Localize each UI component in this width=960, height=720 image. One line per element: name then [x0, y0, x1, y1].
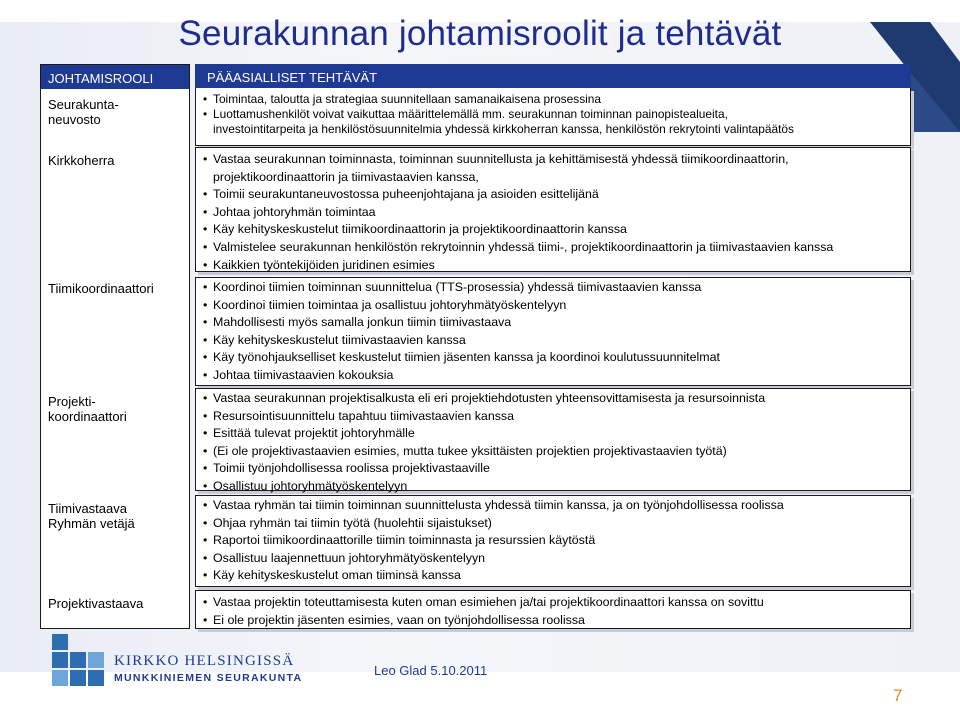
role-seurakuntaneuvosto: Seurakunta- neuvosto: [48, 97, 119, 127]
task-item: • Vastaa projektin toteuttamisesta kuten oman esimiehen ja/tai projektikoordinaattori kanssa on sovittu: [201, 594, 910, 612]
task-item: • (Ei ole projektivastaavien esimies, mutta tukee yksittäisten projektien projektivastaavien työtä): [201, 443, 910, 461]
task-item-continuation: investointitarpeita ja henkilöstösuunnitelmia yhdessä kirkkoherran kanssa, henkilöstön rekrytointi valintapäätös: [213, 121, 794, 136]
task-item: • Osallistuu laajennettuun johtoryhmätyöskentelyyn: [201, 550, 910, 568]
task-item: • Vastaa ryhmän tai tiimin toiminnan suunnittelusta yhdessä tiimin kanssa, ja on työnjohdollisessa roolissa: [201, 497, 910, 515]
role-projektikoordinaattori: Projekti- koordinaattori: [48, 394, 127, 424]
task-item: • Ei ole projektin jäsenten esimies, vaan on työnjohdollisessa roolissa: [201, 612, 910, 630]
role-tiimivastaava: Tiimivastaava Ryhmän vetäjä: [48, 501, 135, 531]
task-item: • Mahdollisesti myös samalla jonkun tiimin tiimivastaava: [201, 314, 910, 332]
task-item: • Toimii työnjohdollisessa roolissa projektivastaaville: [201, 460, 910, 478]
task-item: • Käy kehityskeskustelut oman tiiminsä kanssa: [201, 567, 910, 585]
tasks-projektikoordinaattori: [195, 388, 911, 491]
task-item: • Käy työnohjaukselliset keskustelut tiimien jäsenten kanssa ja koordinoi koulutussuunnitelmat: [201, 349, 910, 367]
logo-line-1: KIRKKO HELSINGISSÄ: [114, 653, 295, 669]
task-item: • Resursointisuunnittelu tapahtuu tiimivastaavien kanssa: [201, 408, 910, 426]
task-item-continuation: projektikoordinaattorin ja tiimivastaavien kanssa,: [213, 169, 479, 184]
tasks-kirkkoherra: [195, 147, 911, 272]
task-item: • Johtaa johtoryhmän toimintaa: [201, 204, 910, 222]
tasks-tiimivastaava: [195, 495, 911, 587]
task-item: • Valmistelee seurakunnan henkilöstön rekrytoinnin yhdessä tiimi-, projektikoordinaattorin ja tiimivastaavien kanssa: [201, 239, 910, 257]
task-item: • Esittää tulevat projektit johtoryhmälle: [201, 425, 910, 443]
page-number: 7: [893, 686, 903, 705]
task-item: • Vastaa seurakunnan projektisalkusta eli eri projektiehdotusten yhteensovittamisesta ja resursoinnista: [201, 390, 910, 408]
role-column-header: JOHTAMISROOLI: [41, 65, 189, 89]
task-item: • Kaikkien työntekijöiden juridinen esimies: [201, 257, 910, 275]
role-column: [40, 64, 190, 629]
footer-author: Leo Glad 5.10.2011: [374, 663, 488, 678]
task-item: • Osallistuu johtoryhmätyöskentelyyn: [201, 478, 910, 496]
role-kirkkoherra: Kirkkoherra: [48, 153, 115, 168]
task-item: • Koordinoi tiimien toimintaa ja osallistuu johtoryhmätyöskentelyyn: [201, 297, 910, 315]
logo-line-2: MUNKKINIEMEN SEURAKUNTA: [114, 672, 303, 684]
page-title: Seurakunnan johtamisroolit ja tehtävät: [178, 14, 782, 53]
task-item: • Toimintaa, taloutta ja strategiaa suunnitellaan samanaikaisena prosessina: [201, 92, 910, 107]
tasks-projektivastaava: [195, 590, 911, 629]
task-item: • Käy kehityskeskustelut tiimivastaavien kanssa: [201, 332, 910, 350]
task-item: • Toimii seurakuntaneuvostossa puheenjohtajana ja asioiden esittelijänä: [201, 186, 910, 204]
task-item: • Luottamushenkilöt voivat vaikuttaa määrittelemällä mm. seurakunnan toiminnan painopistealueita,: [201, 107, 910, 122]
task-item: • Käy kehityskeskustelut tiimikoordinaattorin ja projektikoordinaattorin kanssa: [201, 221, 910, 239]
task-item: • Koordinoi tiimien toiminnan suunnittelua (TTS-prosessia) yhdessä tiimivastaavien kanssa: [201, 279, 910, 297]
role-projektivastaava: Projektivastaava: [48, 596, 144, 611]
tasks-column-header: PÄÄASIALLISET TEHTÄVÄT: [195, 64, 911, 88]
task-item: • Raportoi tiimikoordinaattorille tiimin toiminnasta ja resurssien käytöstä: [201, 532, 910, 550]
task-item: • Vastaa seurakunnan toiminnasta, toiminnan suunnitellusta ja kehittämisestä yhdessä tiimikoordinaattorin,: [201, 151, 910, 169]
task-item: • Johtaa tiimivastaavien kokouksia: [201, 367, 910, 385]
tasks-tiimikoordinaattori: [195, 277, 911, 386]
tasks-seurakuntaneuvosto: [195, 88, 911, 146]
role-tiimikoordinaattori: Tiimikoordinaattori: [48, 281, 154, 296]
task-item: • Ohjaa ryhmän tai tiimin työtä (huolehtii sijaistukset): [201, 515, 910, 533]
